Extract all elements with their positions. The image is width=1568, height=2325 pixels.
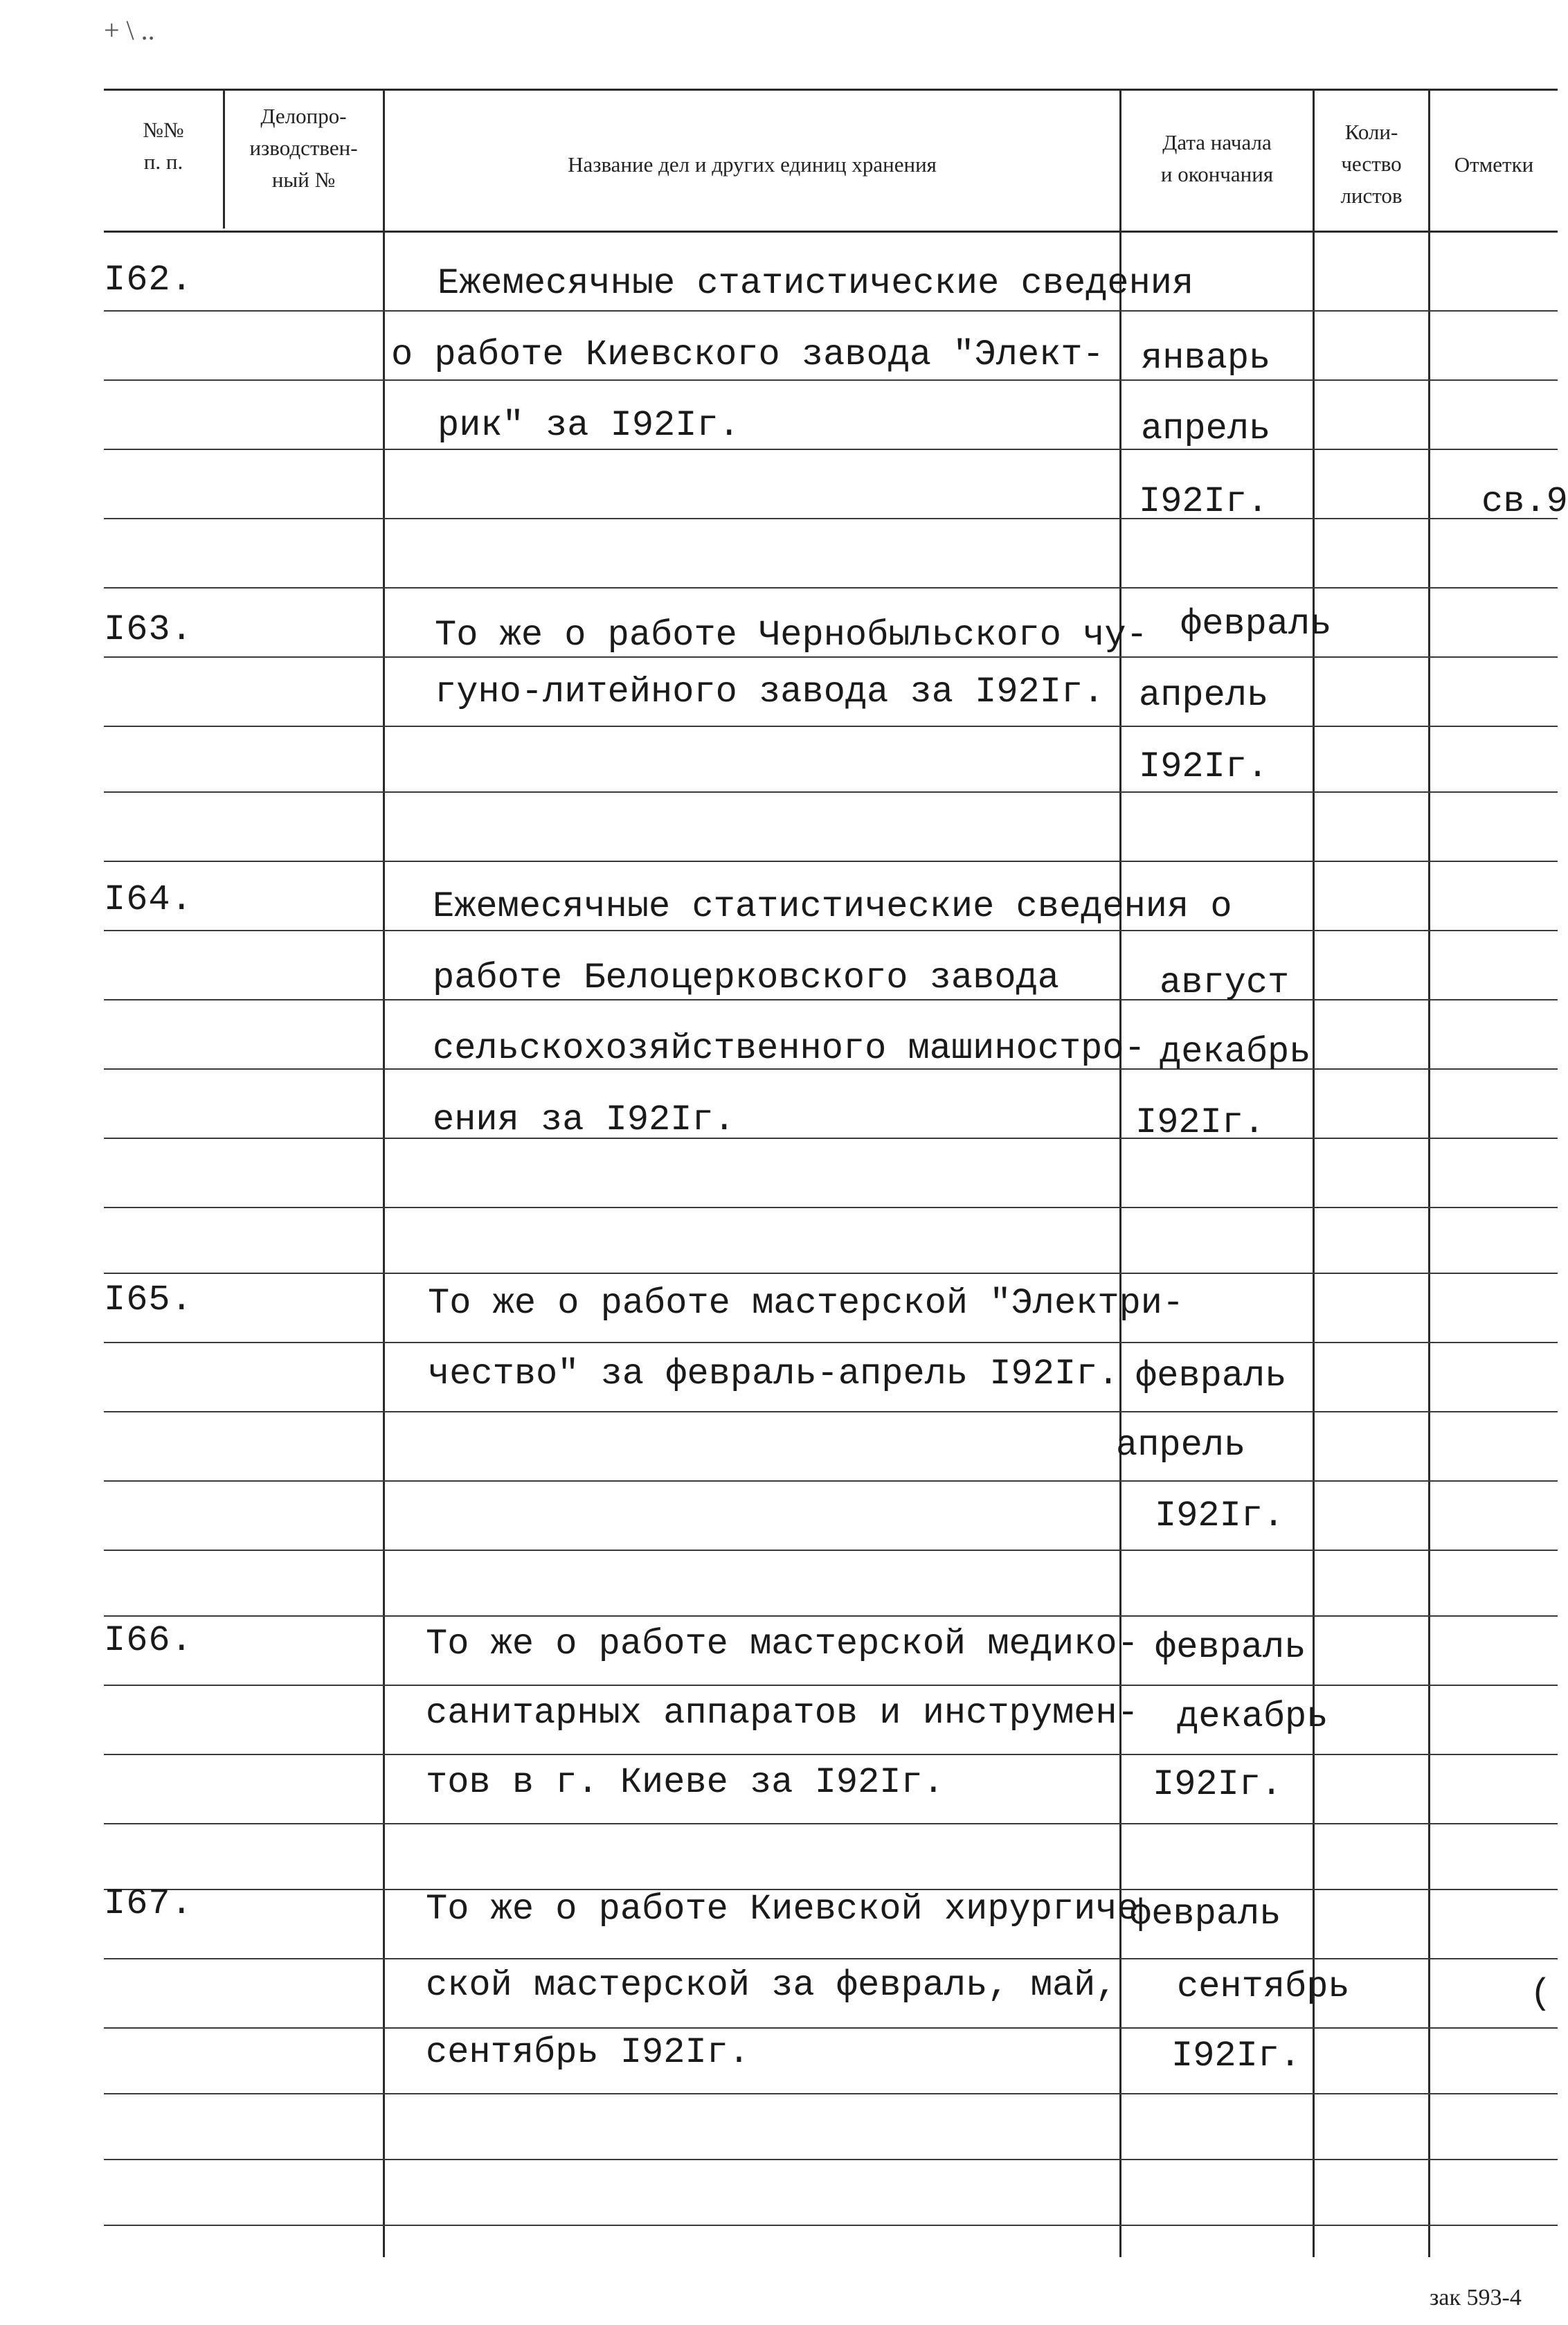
record-title-line: тов в г. Киеве за I92Iг. bbox=[426, 1762, 944, 1803]
ruled-line bbox=[104, 861, 1558, 862]
record-date-line: февраль bbox=[1155, 1627, 1306, 1668]
order-stamp: зак 593-4 bbox=[1430, 2285, 1522, 2310]
ruled-line bbox=[104, 2027, 1558, 2029]
record-date-line: I92Iг. bbox=[1153, 1764, 1283, 1805]
ruled-line bbox=[104, 1823, 1558, 1824]
record-title-line: То же о работе мастерской "Электри- bbox=[428, 1283, 1184, 1324]
ruled-line bbox=[104, 449, 1558, 450]
record-title-line: рик" за I92Iг. bbox=[438, 405, 740, 446]
ruled-line bbox=[104, 518, 1558, 519]
record-date-line: апрель bbox=[1139, 675, 1269, 716]
record-number: I62. bbox=[104, 260, 193, 300]
ruled-line bbox=[104, 2159, 1558, 2160]
record-date-line: февраль bbox=[1130, 1894, 1281, 1934]
header-col-delo bbox=[224, 100, 383, 196]
record-title-line: гуно-литейного завода за I92Iг. bbox=[435, 672, 1105, 712]
record-date-line: январь bbox=[1141, 338, 1271, 379]
ruled-line bbox=[104, 310, 1558, 312]
ruled-line bbox=[104, 1550, 1558, 1551]
ruled-line bbox=[104, 1207, 1558, 1208]
record-date-line: декабрь bbox=[1160, 1032, 1311, 1072]
record-date-line: I92Iг. bbox=[1135, 1102, 1265, 1143]
record-date-line: I92Iг. bbox=[1139, 746, 1269, 787]
header-col-num bbox=[104, 114, 223, 178]
record-title-line: сельскохозяйственного машиностро- bbox=[433, 1028, 1146, 1069]
table-top-border bbox=[104, 89, 1558, 91]
record-title-line: о работе Киевского завода "Элект- bbox=[391, 334, 1104, 375]
header-bottom-border bbox=[104, 231, 1558, 233]
header-col-count-line1: Коли- bbox=[1344, 120, 1398, 144]
record-date-line: апрель bbox=[1141, 409, 1271, 449]
ruled-line bbox=[104, 379, 1558, 381]
top-corner-mark: + \ .. bbox=[104, 15, 155, 46]
record-date-line: сентябрь bbox=[1177, 1966, 1350, 2007]
ruled-line bbox=[104, 726, 1558, 727]
record-number: I64. bbox=[104, 879, 193, 920]
record-date-line: I92Iг. bbox=[1139, 481, 1269, 522]
ruled-line bbox=[104, 1342, 1558, 1343]
record-date-line: февраль bbox=[1135, 1356, 1287, 1397]
record-date-line: февраль bbox=[1180, 604, 1332, 645]
ruled-line bbox=[104, 1138, 1558, 1139]
ruled-line bbox=[104, 1411, 1558, 1412]
header-col-count-line3: листов bbox=[1340, 183, 1403, 208]
ruled-line bbox=[104, 930, 1558, 931]
record-title-line: ской мастерской за февраль, май, bbox=[426, 1965, 1117, 2006]
header-col-delo-line3: ный № bbox=[271, 168, 336, 192]
record-number: I66. bbox=[104, 1620, 193, 1661]
record-number: I65. bbox=[104, 1280, 193, 1320]
header-col-delo-line1: Делопро- bbox=[260, 104, 347, 128]
record-title-line: работе Белоцерковского завода bbox=[433, 958, 1059, 998]
header-col-count-line2: чество bbox=[1341, 152, 1402, 176]
header-col-num-line2: п. п. bbox=[143, 150, 183, 174]
record-number: I67. bbox=[104, 1883, 193, 1924]
ruled-line bbox=[104, 999, 1558, 1000]
record-title-line: ения за I92Iг. bbox=[433, 1099, 735, 1140]
record-date-line: I92Iг. bbox=[1155, 1496, 1285, 1536]
header-col-count bbox=[1315, 116, 1428, 212]
ruled-line bbox=[104, 1615, 1558, 1617]
ruled-line bbox=[104, 587, 1558, 589]
ruled-line bbox=[104, 2093, 1558, 2094]
ruled-line bbox=[104, 791, 1558, 793]
record-title-line: сентябрь I92Iг. bbox=[426, 2032, 750, 2073]
ruled-line bbox=[104, 1273, 1558, 1274]
ruled-line bbox=[104, 1958, 1558, 1959]
record-title-line: Ежемесячные статистические сведения о bbox=[433, 886, 1232, 927]
col-divider-5 bbox=[1428, 90, 1430, 2257]
ruled-line bbox=[104, 1685, 1558, 1686]
record-number: I63. bbox=[104, 609, 193, 650]
col-divider-2 bbox=[383, 90, 385, 2257]
record-title-line: санитарных аппаратов и инструмен- bbox=[426, 1693, 1139, 1734]
record-note: ( bbox=[1530, 1973, 1552, 2014]
record-note: св.9 bbox=[1481, 481, 1568, 522]
header-col-date-line1: Дата начала bbox=[1162, 130, 1272, 154]
col-divider-3 bbox=[1119, 90, 1121, 2257]
col-divider-4 bbox=[1313, 90, 1315, 2257]
record-date-line: I92Iг. bbox=[1171, 2036, 1301, 2076]
header-col-delo-line2: изводствен- bbox=[249, 136, 358, 160]
record-date-line: август bbox=[1160, 962, 1290, 1003]
ruled-line bbox=[104, 1480, 1558, 1482]
header-col-date-line2: и окончания bbox=[1160, 162, 1274, 186]
record-date-line: декабрь bbox=[1177, 1696, 1328, 1737]
record-title-line: То же о работе Киевской хирургиче bbox=[426, 1889, 1139, 1930]
ruled-line bbox=[104, 1754, 1558, 1755]
ruled-line bbox=[104, 656, 1558, 658]
header-col-num-line1: №№ bbox=[143, 118, 184, 142]
header-col-date bbox=[1121, 127, 1313, 190]
ruled-line bbox=[104, 2225, 1558, 2226]
record-title-line: То же о работе Чернобыльского чу- bbox=[435, 615, 1148, 656]
record-title-line: Ежемесячные статистические сведения bbox=[438, 263, 1194, 304]
record-title-line: То же о работе мастерской медико- bbox=[426, 1624, 1139, 1664]
record-title-line: чество" за февраль-апрель I92Iг. bbox=[428, 1354, 1119, 1394]
header-col-notes: Отметки bbox=[1454, 152, 1534, 177]
record-date-line: апрель bbox=[1116, 1425, 1246, 1466]
header-col-title: Название дел и других единиц хранения bbox=[568, 152, 937, 177]
